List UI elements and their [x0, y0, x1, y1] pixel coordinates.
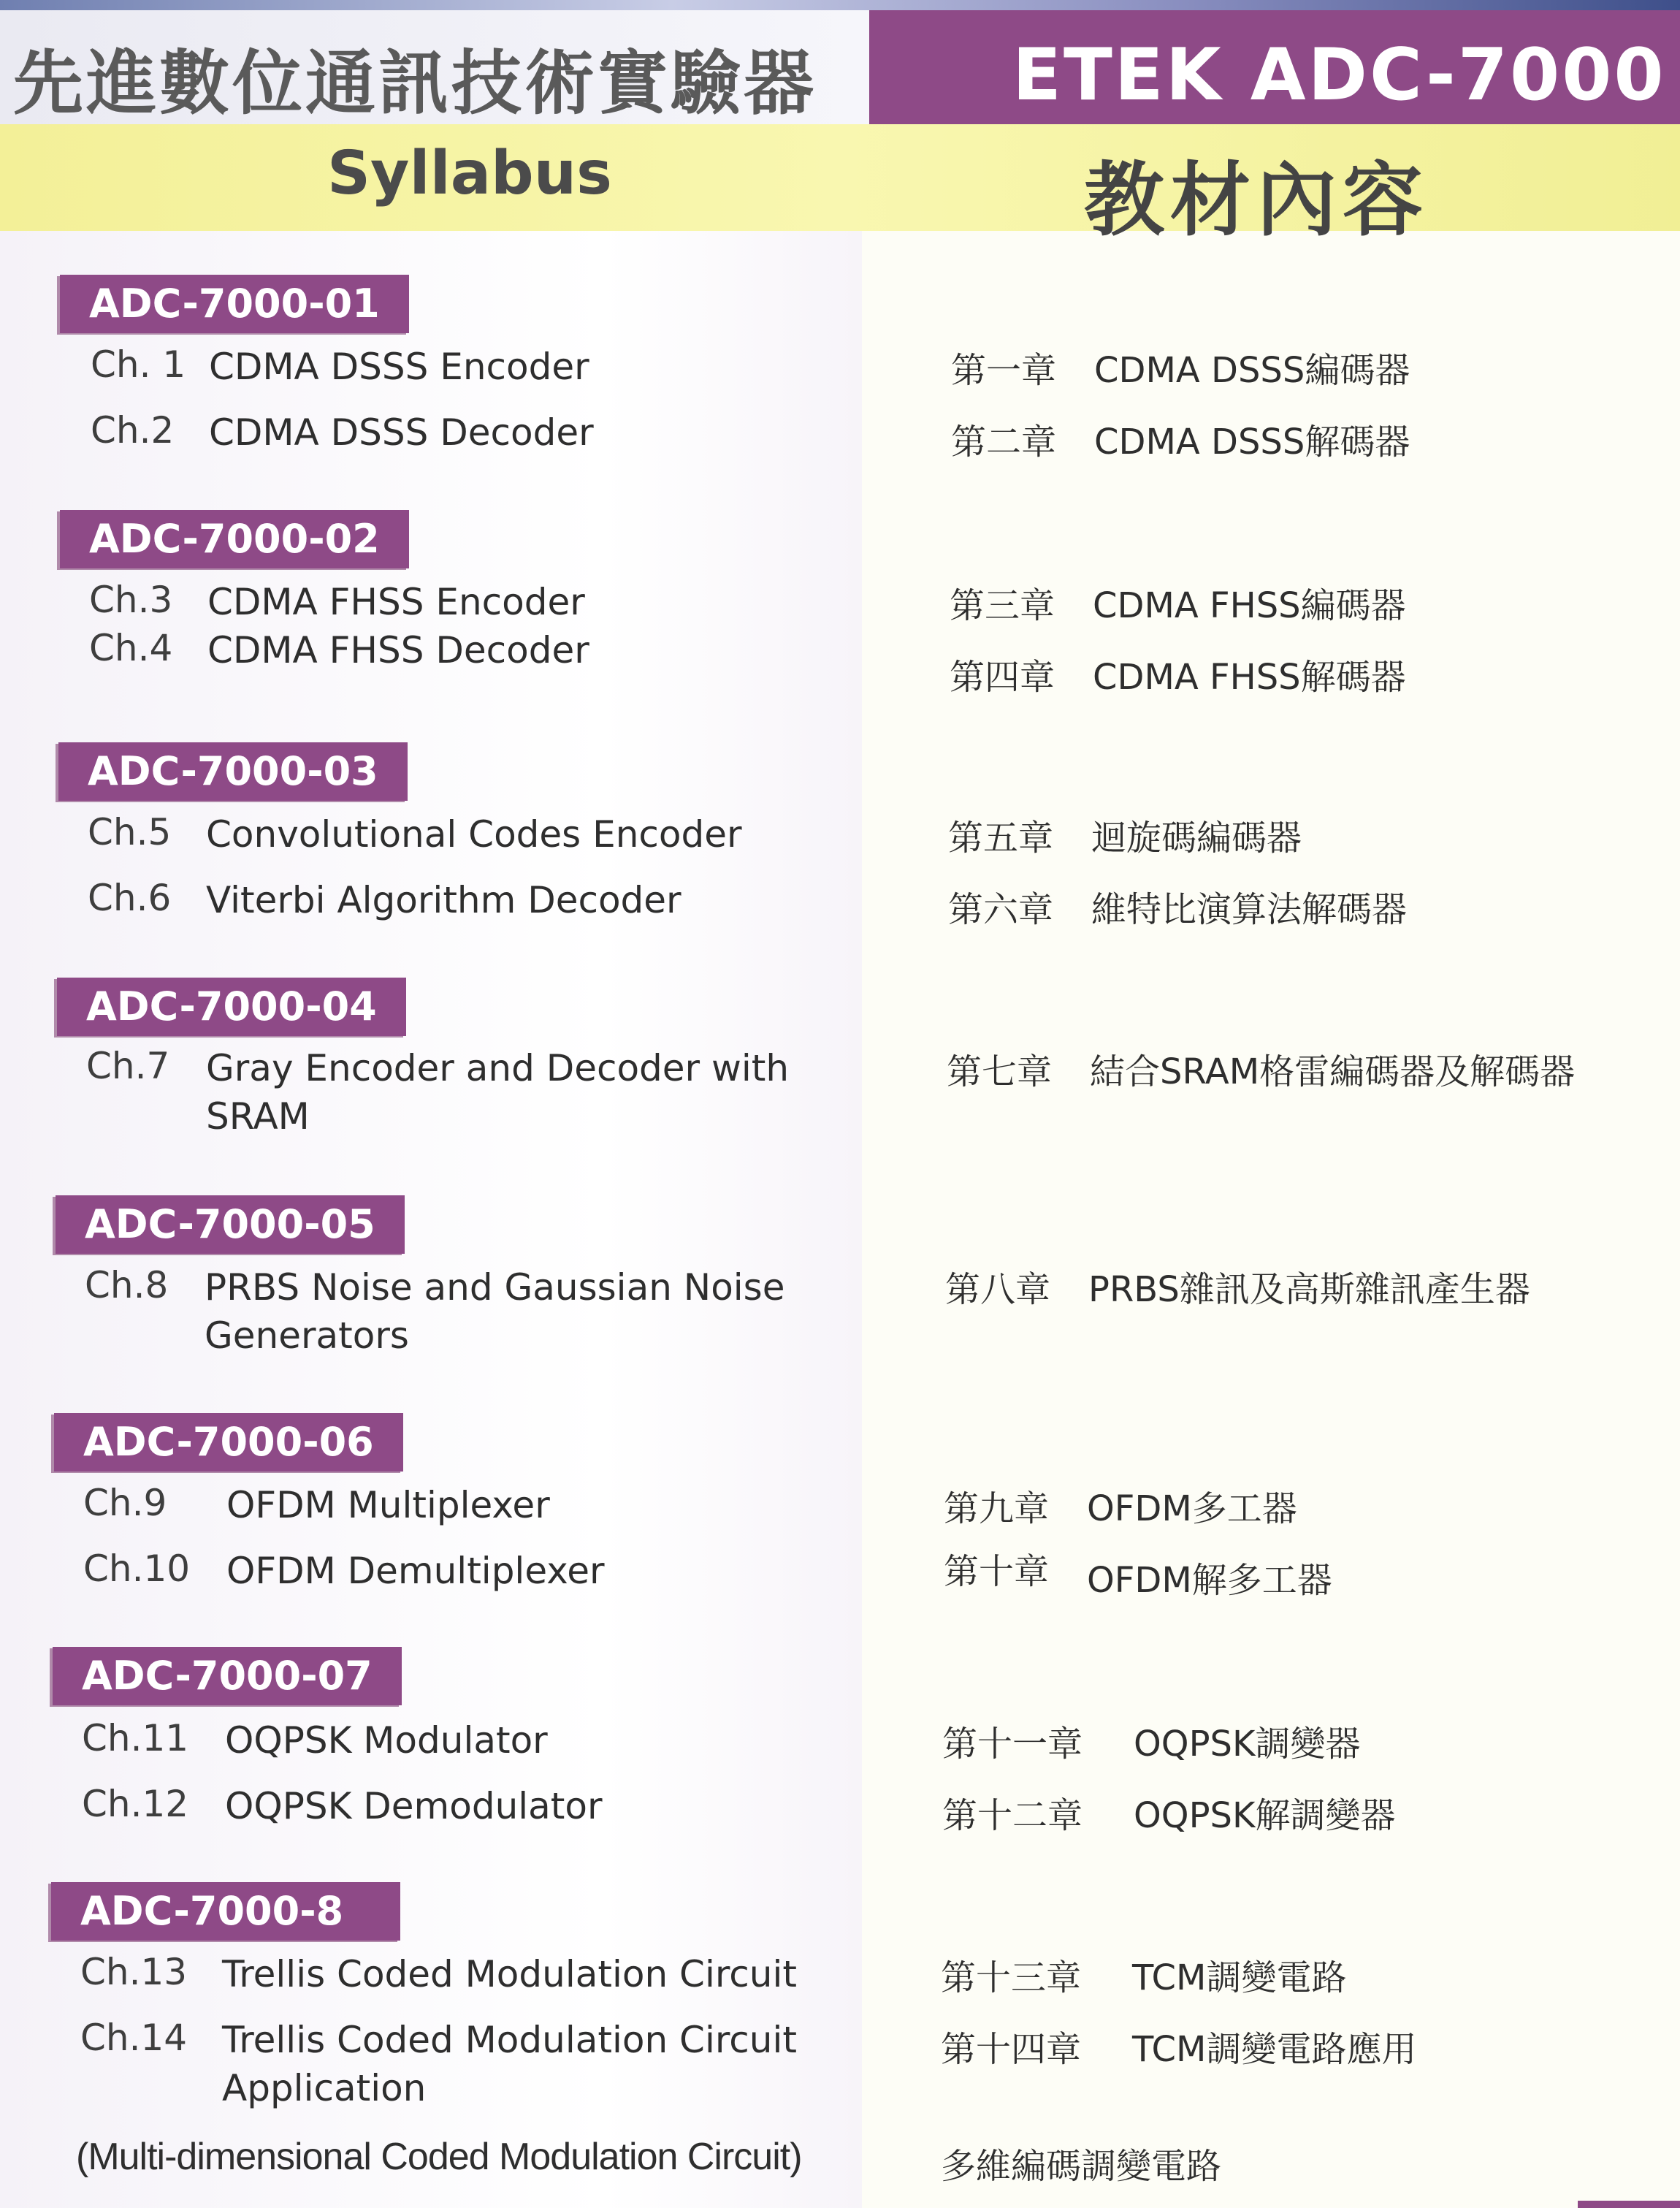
chapter-title: Trellis Coded Modulation Circuit: [222, 2019, 797, 2061]
chapter-number: Ch.8: [85, 1264, 169, 1306]
chapter-number-cn: 第三章: [950, 585, 1055, 626]
footnote-cn: 多維編碼調變電路: [941, 2146, 1222, 2187]
chapter-number: Ch.13: [80, 1951, 188, 1993]
chapter-number: Ch. 1: [91, 343, 186, 386]
chapter-number-cn: 第一章: [951, 350, 1057, 391]
module-tag: ADC-7000-01: [60, 275, 409, 333]
chapter-number-cn: 第十一章: [942, 1724, 1083, 1765]
chapter-number: Ch.3: [89, 579, 173, 621]
chapter-title-cn: TCM調變電路: [1132, 1957, 1347, 1998]
chapter-number: Ch.12: [82, 1783, 189, 1825]
module-tag: ADC-7000-04: [57, 978, 406, 1036]
chapter-title-cn: OFDM多工器: [1087, 1488, 1297, 1529]
chapter-title: OFDM Demultiplexer: [226, 1550, 605, 1592]
chapter-number-cn: 第七章: [947, 1051, 1053, 1092]
chapter-title: OFDM Multiplexer: [226, 1484, 550, 1526]
corner-decor-bar: [1578, 2201, 1680, 2208]
chapter-number: Ch.7: [86, 1045, 170, 1087]
chapter-number-cn: 第十四章: [941, 2029, 1082, 2070]
chapter-title-cn: CDMA DSSS編碼器: [1094, 350, 1410, 391]
chapter-title: CDMA DSSS Decoder: [209, 411, 594, 454]
chapter-title-line2: SRAM: [206, 1095, 310, 1138]
chapter-title-cn: TCM調變電路應用: [1132, 2029, 1417, 2070]
module-tag: ADC-7000-03: [58, 742, 408, 801]
chapter-title-cn: OFDM解多工器: [1087, 1560, 1332, 1601]
product-title-en: ETEK ADC-7000: [1012, 34, 1666, 117]
chapter-title-cn: PRBS雜訊及高斯雜訊產生器: [1088, 1269, 1530, 1310]
chapter-title: OQPSK Demodulator: [225, 1785, 603, 1827]
chapter-number-cn: 第四章: [950, 657, 1055, 698]
module-tag: ADC-7000-8: [51, 1882, 400, 1941]
module-tag: ADC-7000-05: [56, 1195, 405, 1254]
chapter-number-cn: 第十二章: [942, 1795, 1083, 1836]
product-title-cn: 先進數位通訊技術實驗器: [13, 42, 817, 124]
chapter-title-line2: Generators: [205, 1314, 409, 1357]
right-panel: [862, 0, 1680, 2208]
module-tag: ADC-7000-02: [60, 510, 409, 568]
chapter-number-cn: 第十三章: [941, 1957, 1082, 1998]
module-tag: ADC-7000-06: [54, 1413, 403, 1472]
top-decor-strip: [0, 0, 1680, 10]
chapter-number-cn: 第五章: [948, 818, 1054, 859]
chapter-title: OQPSK Modulator: [225, 1719, 548, 1762]
chapter-title-cn: OQPSK調變器: [1134, 1724, 1361, 1765]
chapter-number: Ch.2: [91, 409, 175, 452]
chapter-number-cn: 第六章: [948, 889, 1054, 930]
chapter-number: Ch.11: [82, 1717, 189, 1759]
chapter-number: Ch.4: [89, 627, 173, 669]
syllabus-title-cn: 教材內容: [1084, 153, 1429, 247]
chapter-title: Gray Encoder and Decoder with: [206, 1047, 790, 1089]
chapter-title-cn: 維特比演算法解碼器: [1091, 889, 1408, 930]
chapter-number-cn: 第九章: [944, 1488, 1050, 1529]
chapter-number: Ch.14: [80, 2017, 188, 2059]
chapter-title: CDMA FHSS Encoder: [207, 581, 585, 623]
chapter-title: Convolutional Codes Encoder: [206, 813, 742, 856]
chapter-title: CDMA DSSS Encoder: [209, 346, 589, 388]
chapter-title-cn: CDMA DSSS解碼器: [1094, 422, 1410, 462]
chapter-title-cn: 結合SRAM格雷編碼器及解碼器: [1090, 1051, 1576, 1092]
chapter-number-cn: 第十章: [944, 1551, 1050, 1592]
footnote-en: (Multi-dimensional Coded Modulation Circuit): [76, 2136, 802, 2178]
chapter-number: Ch.9: [83, 1482, 167, 1524]
chapter-title-line2: Application: [222, 2067, 427, 2109]
module-tag: ADC-7000-07: [53, 1647, 402, 1705]
chapter-title-cn: OQPSK解調變器: [1134, 1795, 1396, 1836]
chapter-number: Ch.6: [88, 877, 172, 919]
chapter-number: Ch.5: [88, 811, 172, 853]
chapter-title-cn: CDMA FHSS編碼器: [1093, 585, 1406, 626]
chapter-number: Ch.10: [83, 1547, 191, 1590]
chapter-title: Viterbi Algorithm Decoder: [206, 879, 681, 921]
chapter-title: Trellis Coded Modulation Circuit: [222, 1953, 797, 1995]
chapter-title: CDMA FHSS Decoder: [207, 629, 589, 671]
chapter-number-cn: 第八章: [945, 1269, 1051, 1310]
chapter-title-cn: 迴旋碼編碼器: [1091, 818, 1302, 859]
chapter-number-cn: 第二章: [951, 422, 1057, 462]
chapter-title: PRBS Noise and Gaussian Noise: [205, 1266, 785, 1309]
syllabus-title-en: Syllabus: [327, 139, 612, 208]
chapter-title-cn: CDMA FHSS解碼器: [1093, 657, 1406, 698]
